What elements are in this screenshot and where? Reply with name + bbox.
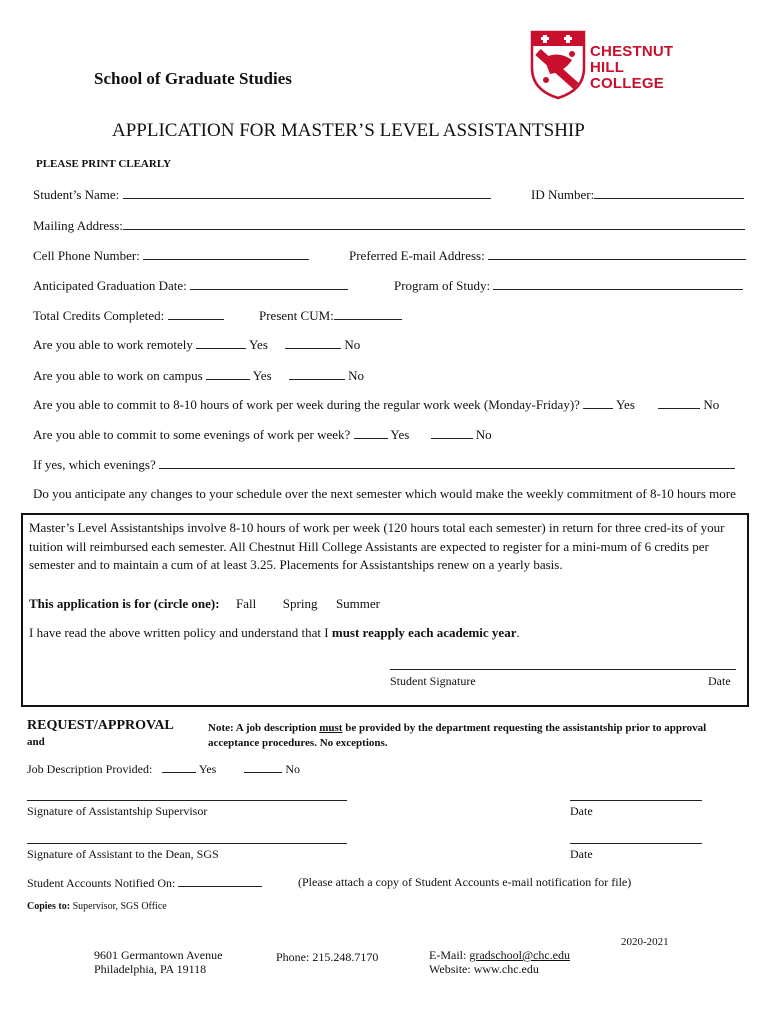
supervisor-date-label: Date	[570, 804, 593, 818]
logo-wordmark: CHESTNUT HILL COLLEGE	[590, 43, 674, 92]
present-cum-field[interactable]	[259, 308, 402, 324]
footer-phone: Phone: 215.248.7170	[276, 950, 379, 964]
which-evenings-field[interactable]	[33, 457, 735, 473]
footer-contact: E-Mail: gradschool@chc.edu Website: www.chc.edu	[429, 948, 571, 976]
evenings-question: Are you able to commit to some evenings of work per week? Yes No	[33, 427, 492, 442]
supervisor-date-line[interactable]	[570, 800, 702, 801]
website-link[interactable]: Website: www.chc.edu	[429, 962, 539, 976]
student-name-field[interactable]	[33, 187, 491, 203]
policy-text: Master’s Level Assistantships involve 8-10 hours of work per week (120 hours total each semester) in return for three cred-its of your tuition will reimbursed each semester. All Chestnut Hill College Assistants are expected to register for a mini-mum of 6 credits per semester and to maintain a cum of at least 3.25. Placements for Assistantships renew on a yearly basis.	[29, 520, 725, 572]
evenings-no-blank[interactable]	[431, 427, 473, 439]
cell-phone-label: Cell Phone Number:	[33, 248, 140, 263]
commit-yes-blank[interactable]	[583, 397, 613, 409]
attach-note: (Please attach a copy of Student Accounts e-mail notification for file)	[298, 875, 632, 889]
student-name-label: Student’s Name:	[33, 187, 120, 202]
job-description-provided: Job Description Provided: Yes No	[27, 762, 301, 776]
campus-yes-blank[interactable]	[206, 368, 250, 380]
student-signature-label: Student Signature	[390, 674, 476, 688]
acknowledgement: I have read the above written policy and understand that I must reapply each academic year.	[29, 625, 520, 640]
supervisor-signature-line[interactable]	[27, 800, 347, 801]
campus-question: Are you able to work on campus Yes No	[33, 368, 365, 383]
present-cum-label: Present CUM:	[259, 308, 334, 323]
remote-yes-blank[interactable]	[196, 337, 246, 349]
commit-question: Are you able to commit to 8-10 hours of work per week during the regular work week (Monday-Friday)? Yes No	[33, 397, 720, 412]
dean-date-line[interactable]	[570, 843, 702, 844]
term-spring[interactable]: Spring	[282, 596, 318, 611]
preferred-email-field[interactable]	[349, 248, 746, 264]
job-desc-no-blank[interactable]	[244, 761, 282, 773]
which-evenings-label: If yes, which evenings?	[33, 457, 156, 472]
print-note: PLEASE PRINT CLEARLY	[36, 158, 172, 170]
program-of-study-field[interactable]	[394, 278, 743, 294]
footer-address: 9601 Germantown Avenue Philadelphia, PA 19118	[94, 948, 223, 976]
remote-question: Are you able to work remotely Yes No	[33, 337, 361, 352]
id-number-field[interactable]	[531, 187, 744, 203]
student-accounts-label: Student Accounts Notified On:	[27, 876, 176, 890]
application-term-row: This application is for (circle one): Fall Spring Summer	[29, 596, 381, 611]
id-number-label: ID Number:	[531, 187, 595, 202]
school-name: School of Graduate Studies	[94, 69, 292, 88]
campus-no-blank[interactable]	[289, 368, 345, 380]
commit-no-blank[interactable]	[658, 397, 700, 409]
schedule-changes-question: Do you anticipate any changes to your schedule over the next semester which would make the weekly commitment of 8-10 hours more	[33, 486, 736, 501]
copies-to: Copies to: Supervisor, SGS Office	[27, 901, 167, 912]
dean-date-label: Date	[570, 847, 593, 861]
student-accounts-field[interactable]	[27, 875, 262, 891]
total-credits-label: Total Credits Completed:	[33, 308, 165, 323]
graduation-date-field[interactable]	[33, 278, 348, 294]
term-fall[interactable]: Fall	[236, 596, 257, 611]
term-summer[interactable]: Summer	[335, 596, 381, 611]
email-link[interactable]: gradschool@chc.edu	[469, 948, 571, 962]
student-signature-line[interactable]	[390, 669, 736, 670]
job-desc-yes-blank[interactable]	[162, 761, 196, 773]
request-approval-heading: REQUEST/APPROVAL	[27, 718, 174, 733]
dean-signature-label: Signature of Assistant to the Dean, SGS	[27, 847, 219, 861]
remote-no-blank[interactable]	[285, 337, 341, 349]
mailing-address-label: Mailing Address:	[33, 218, 123, 233]
total-credits-field[interactable]	[33, 308, 224, 324]
preferred-email-label: Preferred E-mail Address:	[349, 248, 485, 263]
student-date-label: Date	[708, 674, 731, 688]
supervisor-signature-label: Signature of Assistantship Supervisor	[27, 804, 208, 818]
and-label: and	[27, 736, 45, 748]
footer-year: 2020-2021	[621, 936, 669, 948]
cell-phone-field[interactable]	[33, 248, 309, 264]
evenings-yes-blank[interactable]	[354, 427, 388, 439]
dean-signature-line[interactable]	[27, 843, 347, 844]
program-of-study-label: Program of Study:	[394, 278, 491, 293]
mailing-address-field[interactable]	[33, 218, 745, 234]
form-title: APPLICATION FOR MASTER’S LEVEL ASSISTANTSHIP	[112, 120, 585, 141]
graduation-date-label: Anticipated Graduation Date:	[33, 278, 187, 293]
job-description-note: Note: A job description must be provided by the department requesting the assistantship prior to approval acceptance procedures. No exceptions.	[208, 722, 707, 749]
